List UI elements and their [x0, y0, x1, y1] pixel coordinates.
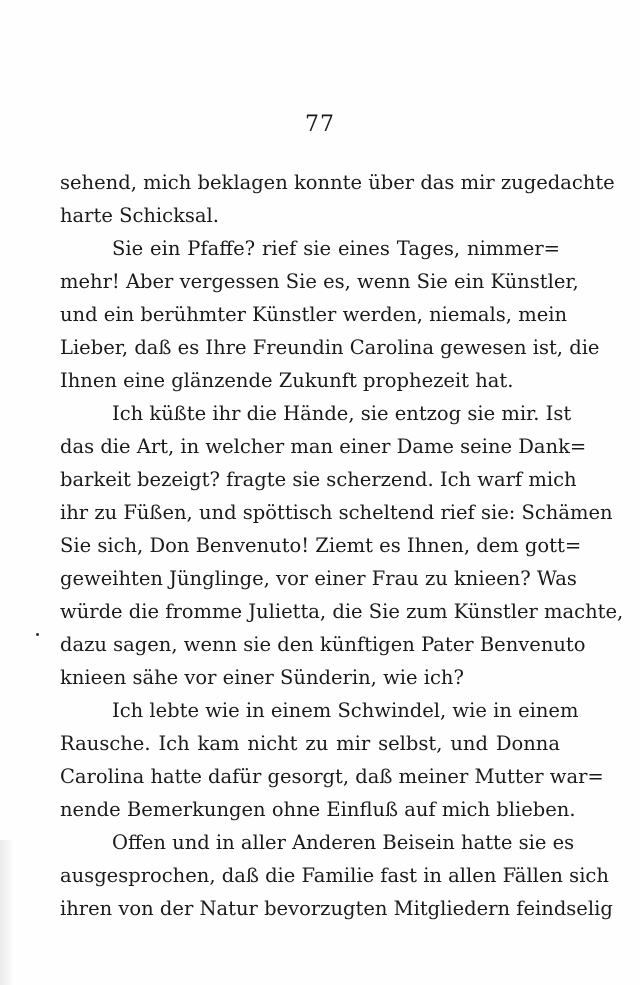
- text-line: Lieber, daß es Ihre Freundin Carolina gewesen ist, die: [60, 336, 600, 359]
- text-line: barkeit bezeigt? fragte sie scherzend. Ich warf mich: [60, 468, 577, 491]
- paragraph-start-line: Ich lebte wie in einem Schwindel, wie in einem: [112, 699, 579, 722]
- text-line: ausgesprochen, daß die Familie fast in allen Fällen sich: [60, 864, 609, 887]
- text-line: Sie sich, Don Benvenuto! Ziemt es Ihnen, dem gott=: [60, 534, 582, 557]
- text-line: harte Schicksal.: [60, 204, 219, 227]
- paragraph-start-line: Offen und in aller Anderen Beisein hatte sie es: [112, 831, 575, 854]
- text-line: mehr! Aber vergessen Sie es, wenn Sie ein Künstler,: [60, 270, 579, 293]
- paragraph-start-line: Sie ein Pfaffe? rief sie eines Tages, nimmer=: [112, 237, 560, 260]
- page-number: 77: [305, 112, 335, 137]
- text-line: dazu sagen, wenn sie den künftigen Pater Benvenuto: [60, 633, 586, 656]
- text-line: Carolina hatte dafür gesorgt, daß meiner Mutter war=: [60, 765, 604, 788]
- text-line: Ihnen eine glänzende Zukunft prophezeit hat.: [60, 369, 514, 392]
- text-line: sehend, mich beklagen konnte über das mir zugedachte: [60, 171, 615, 194]
- text-line: das die Art, in welcher man einer Dame seine Dank=: [60, 435, 587, 458]
- text-line: würde die fromme Julietta, die Sie zum Künstler machte,: [60, 600, 624, 623]
- text-line: knieen sähe vor einer Sünderin, wie ich?: [60, 666, 464, 689]
- ink-speck: [36, 633, 39, 636]
- body-text: [60, 166, 624, 925]
- text-line: ihren von der Natur bevorzugten Mitgliedern feindselig: [60, 897, 613, 920]
- text-line: nende Bemerkungen ohne Einfluß auf mich blieben.: [60, 798, 576, 821]
- text-line: Rausche. Ich kam nicht zu mir selbst, und Donna: [60, 732, 560, 755]
- text-line: geweihten Jünglinge, vor einer Frau zu knieen? Was: [60, 567, 577, 590]
- page-edge-shadow: [0, 840, 14, 985]
- paragraph-start-line: Ich küßte ihr die Hände, sie entzog sie mir. Ist: [112, 402, 572, 425]
- text-line: ihr zu Füßen, und spöttisch scheltend rief sie: Schämen: [60, 501, 613, 524]
- text-line: und ein berühmter Künstler werden, niemals, mein: [60, 303, 568, 326]
